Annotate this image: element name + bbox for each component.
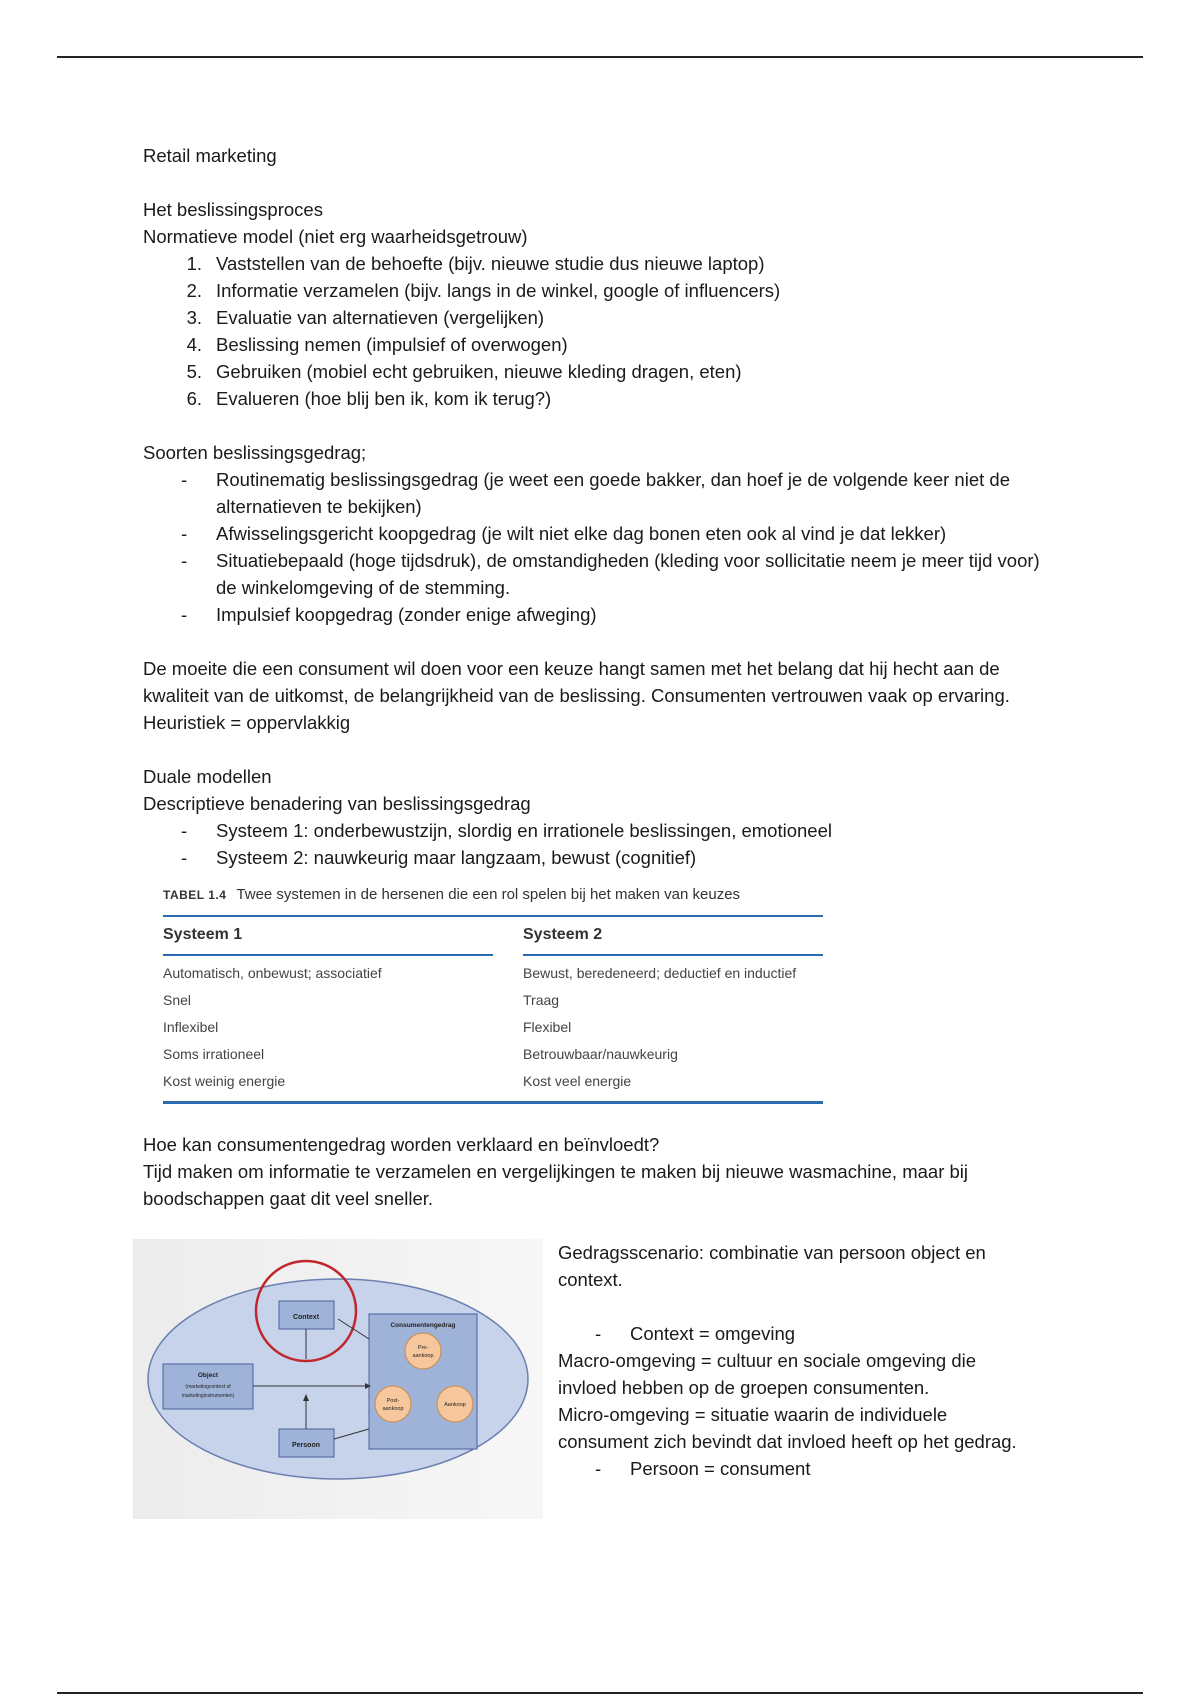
context-label: Context: [292, 1314, 320, 1321]
table-cell: Betrouwbaar/nauwkeurig: [523, 1046, 678, 1062]
object-sub-label: marketinginstrumenten): [181, 1393, 235, 1399]
table-caption: [163, 881, 823, 909]
pre-aankoop-circle: [405, 1333, 441, 1369]
behavior-scenario-diagram: [133, 1239, 543, 1519]
list-item: [143, 331, 1063, 358]
bottom-rule: [57, 1692, 1143, 1694]
list-item: [143, 358, 1063, 385]
table-header: Systeem 1: [163, 917, 493, 956]
section-subheading: Normatieve model (niet erg waarheidsgetrouw): [143, 226, 528, 247]
table-cell: Bewust, beredeneerd; deductief en inductief: [523, 965, 797, 981]
table-header: Systeem 2: [523, 917, 823, 956]
post-aankoop-label: aankoop: [382, 1406, 404, 1412]
dash-item: - Persoon = consument: [558, 1455, 1028, 1482]
list-number: 3.: [186, 307, 202, 328]
table-grid: [163, 915, 823, 1104]
numbered-list: [143, 250, 1063, 412]
dash-list: [143, 466, 1063, 628]
pre-aankoop-label: Pre-: [417, 1345, 429, 1351]
paragraph: Micro-omgeving = situatie waarin de individuele consument zich bevindt dat invloed heeft op het gedrag.: [558, 1404, 1017, 1452]
table-cell: Automatisch, onbewust; associatief: [163, 965, 382, 981]
systems-table: [163, 881, 823, 1104]
list-item: - Systeem 2: nauwkeurig maar langzaam, bewust (cognitief): [143, 844, 1063, 871]
top-rule: [57, 56, 1143, 58]
document-body: [143, 142, 1063, 1519]
object-label: Object: [197, 1372, 219, 1379]
table-label: TABEL 1.4: [163, 888, 227, 902]
figure-row: [143, 1239, 1063, 1519]
table-column: [163, 956, 493, 1101]
post-aankoop-circle: [375, 1386, 411, 1422]
persoon-label: Persoon: [291, 1442, 321, 1449]
list-item-text: Gebruiken (mobiel echt gebruiken, nieuwe kleding dragen, eten): [216, 361, 742, 382]
table-cell: Snel: [163, 992, 192, 1008]
list-item-text: Evalueren (hoe blij ben ik, kom ik terug?): [216, 388, 552, 409]
list-item: [143, 250, 1063, 277]
side-text: [558, 1239, 1028, 1482]
section-heading: Soorten beslissingsgedrag;: [143, 442, 367, 463]
list-number: 6.: [186, 388, 202, 409]
list-number: 2.: [186, 280, 202, 301]
table-cell: Soms irrationeel: [163, 1046, 265, 1062]
table-cell: Inflexibel: [163, 1019, 219, 1035]
pre-aankoop-label: aankoop: [412, 1353, 434, 1359]
table-column: [493, 956, 823, 1101]
list-item: - Routinematig beslissingsgedrag (je weet een goede bakker, dan hoef je de volgende keer niet de alternatieven te bekijken): [143, 466, 1063, 520]
list-number: 4.: [186, 334, 202, 355]
dash-item: - Context = omgeving: [558, 1320, 1028, 1347]
dash-list: [143, 817, 1063, 871]
section-heading: Het beslissingsproces: [143, 199, 323, 220]
paragraph: Macro-omgeving = cultuur en sociale omgeving die invloed hebben op de groepen consumenten.: [558, 1350, 977, 1398]
list-number: 5.: [186, 361, 202, 382]
aankoop-label: Aankoop: [444, 1402, 466, 1408]
list-item-text: Evaluatie van alternatieven (vergelijken): [216, 307, 545, 328]
table-cell: Flexibel: [523, 1019, 572, 1035]
section-heading: Duale modellen: [143, 766, 272, 787]
list-number: 1.: [186, 253, 202, 274]
list-item: - Situatiebepaald (hoge tijdsdruk), de omstandigheden (kleding voor sollicitatie neem je meer tijd voor) de winkelomgeving of de stemming.: [143, 547, 1063, 601]
paragraph: Heuristiek = oppervlakkig: [143, 712, 351, 733]
list-item: [143, 304, 1063, 331]
table-cell: Kost weinig energie: [163, 1073, 286, 1089]
list-item: - Impulsief koopgedrag (zonder enige afweging): [143, 601, 1063, 628]
list-item: [143, 385, 1063, 412]
list-item: - Systeem 1: onderbewustzijn, slordig en irrationele beslissingen, emotioneel: [143, 817, 1063, 844]
section-heading: Hoe kan consumentengedrag worden verklaard en beïnvloedt?: [143, 1134, 660, 1155]
list-item-text: Vaststellen van de behoefte (bijv. nieuwe studie dus nieuwe laptop): [216, 253, 765, 274]
section-subheading: Descriptieve benadering van beslissingsgedrag: [143, 793, 531, 814]
list-item-text: Beslissing nemen (impulsief of overwogen): [216, 334, 568, 355]
paragraph: Tijd maken om informatie te verzamelen en vergelijkingen te maken bij nieuwe wasmachine, maar bij boodschappen gaat dit veel sneller.: [143, 1161, 969, 1209]
post-aankoop-label: Post-: [386, 1398, 400, 1404]
list-item: [143, 277, 1063, 304]
diagram-svg: [133, 1239, 543, 1519]
page-title: Retail marketing: [143, 145, 277, 166]
paragraph: De moeite die een consument wil doen voor een keuze hangt samen met het belang dat hij hecht aan de kwaliteit van de uitkomst, de belangrijkheid van de beslissing. Consumenten vertrouwen vaak op ervaring.: [143, 658, 1010, 706]
object-sub-label: (marketingcontext of: [185, 1384, 231, 1390]
paragraph: Gedragsscenario: combinatie van persoon object en context.: [558, 1242, 986, 1290]
consumentengedrag-label: Consumentengedrag: [390, 1322, 456, 1329]
table-caption-text: Twee systemen in de hersenen die een rol spelen bij het maken van keuzes: [236, 886, 741, 903]
list-item-text: Informatie verzamelen (bijv. langs in de winkel, google of influencers): [216, 280, 781, 301]
table-cell: Traag: [523, 992, 560, 1008]
table-cell: Kost veel energie: [523, 1073, 632, 1089]
list-item: - Afwisselingsgericht koopgedrag (je wilt niet elke dag bonen eten ook al vind je dat lekker): [143, 520, 1063, 547]
